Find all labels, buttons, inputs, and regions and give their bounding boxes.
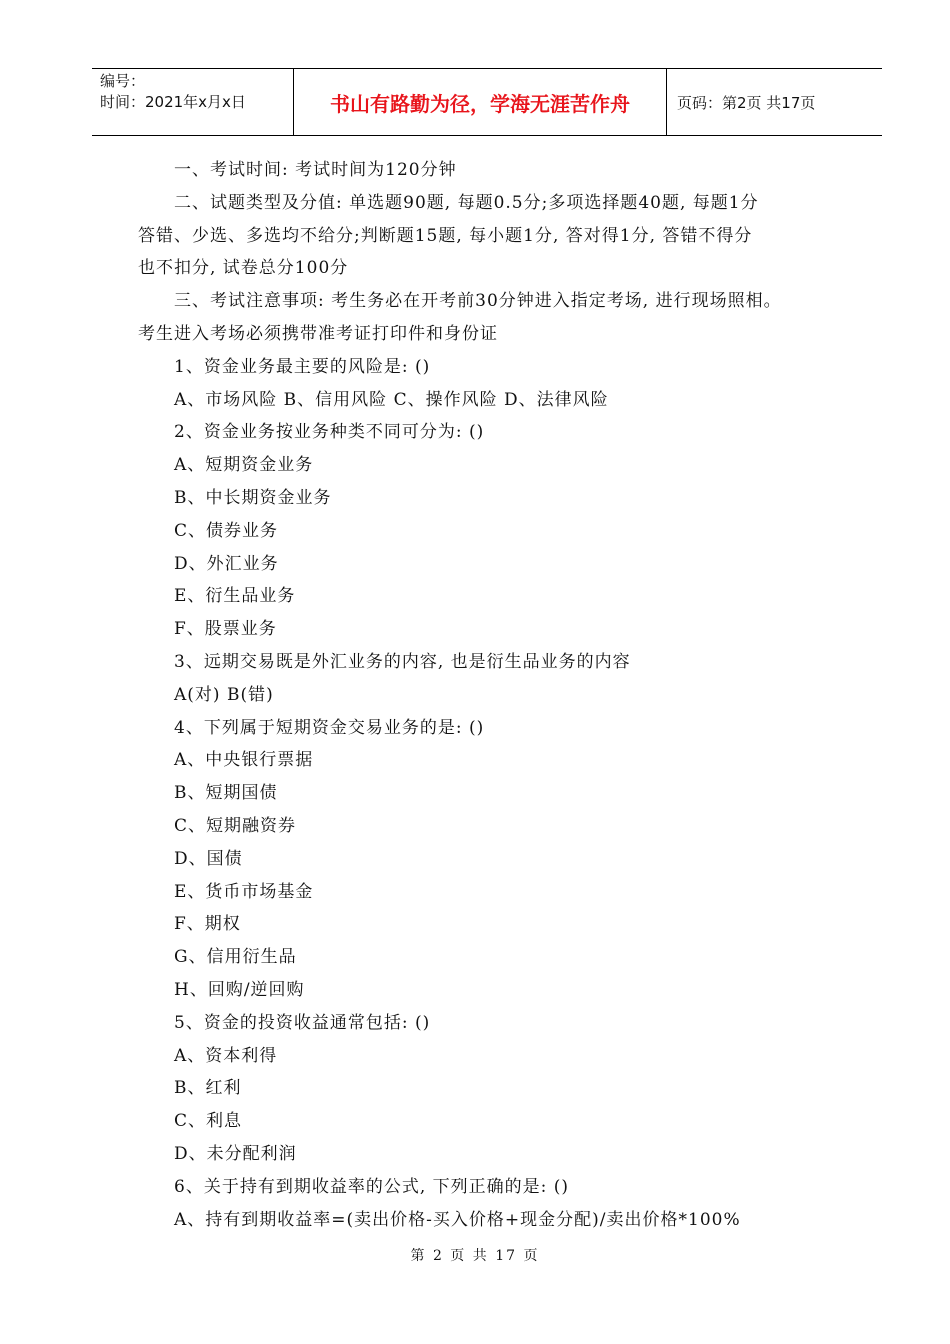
text-line: 二、试题类型及分值: 单选题90题, 每题0.5分;多项选择题40题, 每题1分: [174, 192, 759, 213]
text-line: E、衍生品业务: [174, 586, 296, 607]
text-line: B、红利: [174, 1078, 242, 1099]
text-line: D、未分配利润: [174, 1143, 297, 1164]
text-line: A、市场风险 B、信用风险 C、操作风险 D、法律风险: [174, 389, 609, 410]
document-time-label: 时间：2021年x月x日: [100, 93, 246, 111]
text-line: F、期权: [174, 914, 241, 935]
page-header: [92, 68, 882, 136]
text-line: 三、考试注意事项: 考生务必在开考前30分钟进入指定考场, 进行现场照相。: [174, 291, 782, 312]
document-body: [138, 154, 838, 1236]
document-number-label: 编号：: [100, 72, 146, 90]
text-line: C、债券业务: [174, 520, 279, 541]
header-page-info: 页码：第2页 共17页: [677, 93, 816, 112]
header-motto: 书山有路勤为径，学海无涯苦作舟: [293, 69, 667, 135]
text-line: H、回购/逆回购: [174, 979, 305, 1000]
text-line: A、短期资金业务: [174, 455, 314, 476]
text-line: 2、资金业务按业务种类不同可分为: (): [174, 422, 485, 443]
text-line: C、利息: [174, 1111, 243, 1132]
text-line: B、短期国债: [174, 783, 278, 804]
text-line: 一、考试时间: 考试时间为120分钟: [174, 160, 457, 180]
header-meta: [92, 69, 293, 135]
text-line: D、外汇业务: [174, 553, 279, 574]
text-line: A、资本利得: [174, 1045, 278, 1066]
text-line: G、信用衍生品: [174, 947, 297, 968]
text-line: F、股票业务: [174, 619, 277, 640]
text-line: B、中长期资金业务: [174, 487, 332, 508]
text-line: A(对) B(错): [174, 684, 274, 705]
text-line: 答错、少选、多选均不给分;判断题15题, 每小题1分, 答对得1分, 答错不得分: [138, 225, 753, 246]
text-line: 4、下列属于短期资金交易业务的是: (): [174, 717, 485, 738]
text-line: 6、关于持有到期收益率的公式, 下列正确的是: (): [174, 1176, 570, 1197]
text-line: 考生进入考场必须携带准考证打印件和身份证: [138, 323, 498, 344]
text-line: D、国债: [174, 848, 243, 869]
text-line: A、持有到期收益率=(卖出价格-买入价格+现金分配)/卖出价格*100%: [174, 1209, 741, 1230]
text-line: 3、远期交易既是外汇业务的内容, 也是衍生品业务的内容: [174, 651, 631, 672]
text-line: A、中央银行票据: [174, 750, 314, 771]
text-line: C、短期融资券: [174, 815, 297, 836]
text-line: E、货币市场基金: [174, 881, 314, 902]
text-line: 5、资金的投资收益通常包括: (): [174, 1012, 431, 1033]
text-line: 1、资金业务最主要的风险是: (): [174, 356, 431, 377]
page-footer: 第 2 页 共 17 页: [410, 1248, 540, 1264]
text-line: 也不扣分, 试卷总分100分: [138, 258, 349, 279]
